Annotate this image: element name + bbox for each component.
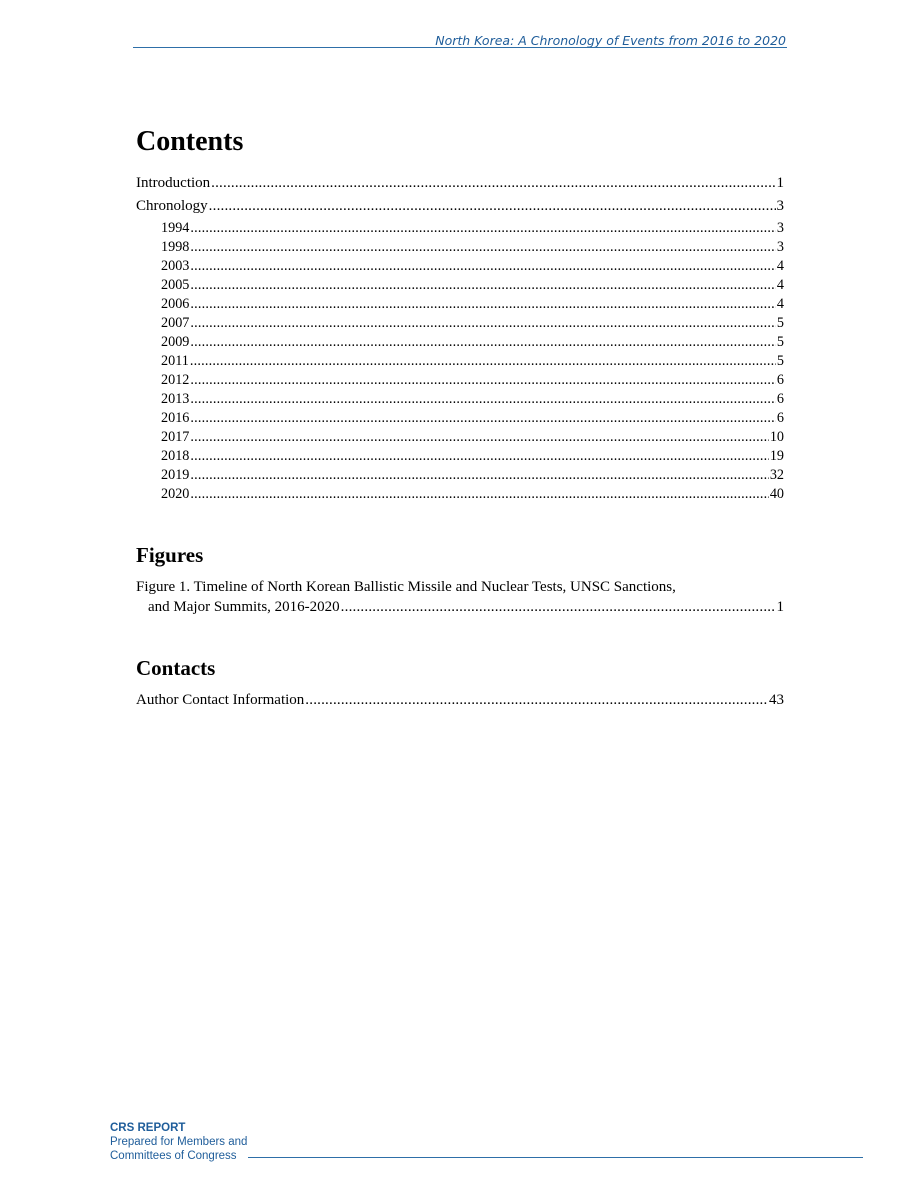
toc-subentry-2009[interactable] [161, 333, 784, 351]
toc-subentry-2018[interactable] [161, 447, 784, 465]
toc-entry-label: 2019 [161, 467, 190, 483]
dot-leader [190, 257, 776, 275]
toc-page-number: 1 [776, 599, 784, 615]
toc-entry-label: 2020 [161, 486, 190, 502]
toc-entry-label: 2018 [161, 448, 190, 464]
toc-entry-label: 2013 [161, 391, 190, 407]
toc-subentry-1998[interactable] [161, 238, 784, 256]
toc-entry-label: 2009 [161, 334, 190, 350]
toc-subentry-2016[interactable] [161, 409, 784, 427]
toc-entry-chronology[interactable] [136, 197, 784, 216]
contents-heading: Contents [136, 126, 244, 157]
toc-entry-label: Author Contact Information [136, 692, 305, 708]
figure-title-line-2-row [148, 598, 784, 617]
toc-page-number: 40 [769, 486, 784, 502]
crs-report-label: CRS REPORT [110, 1122, 186, 1134]
dot-leader [190, 238, 776, 256]
toc-subentry-1994[interactable] [161, 219, 784, 237]
footer-divider [248, 1157, 863, 1158]
toc-page-number: 3 [776, 239, 784, 255]
header-divider [133, 47, 787, 48]
dot-leader [190, 295, 776, 313]
toc-page-number: 6 [776, 372, 784, 388]
toc-entry-author-contact[interactable] [136, 691, 784, 710]
dot-leader [190, 447, 768, 465]
figure-title-line-2: and Major Summits, 2016-2020 [148, 599, 340, 615]
dot-leader [190, 428, 768, 446]
toc-entry-label: 2011 [161, 353, 189, 369]
toc-page-number: 6 [776, 391, 784, 407]
dot-leader [190, 485, 768, 503]
toc-page-number: 5 [776, 334, 784, 350]
figure-title-line-1: Figure 1. Timeline of North Korean Ballistic Missile and Nuclear Tests, UNSC Sanctions, [136, 579, 676, 595]
dot-leader [341, 598, 776, 617]
toc-page-number: 32 [769, 467, 784, 483]
toc-entry-label: 2005 [161, 277, 190, 293]
toc-entry-label: 2006 [161, 296, 190, 312]
dot-leader [190, 333, 776, 351]
dot-leader [190, 276, 776, 294]
toc-entry-label: 1998 [161, 239, 190, 255]
toc-subentry-2005[interactable] [161, 276, 784, 294]
contacts-heading: Contacts [136, 656, 216, 680]
toc-entry-label: Chronology [136, 198, 208, 214]
toc-entry-label: 2012 [161, 372, 190, 388]
toc-page-number: 5 [776, 315, 784, 331]
dot-leader [190, 314, 776, 332]
toc-subentry-2019[interactable] [161, 466, 784, 484]
toc-entry-label: 2007 [161, 315, 190, 331]
toc-page-number: 1 [776, 175, 784, 191]
toc-entry-label: Introduction [136, 175, 211, 191]
dot-leader [190, 219, 776, 237]
toc-subentry-2007[interactable] [161, 314, 784, 332]
toc-page-number: 3 [776, 198, 784, 214]
dot-leader [190, 371, 776, 389]
footer-prepared-line: Prepared for Members and [110, 1136, 248, 1148]
toc-page-number: 10 [769, 429, 784, 445]
toc-subentry-2020[interactable] [161, 485, 784, 503]
report-running-title: North Korea: A Chronology of Events from 2016 to 2020 [435, 33, 786, 48]
toc-entry-label: 2017 [161, 429, 190, 445]
toc-entry-label: 2003 [161, 258, 190, 274]
toc-subentry-2012[interactable] [161, 371, 784, 389]
toc-page-number: 43 [769, 692, 784, 708]
dot-leader [209, 197, 776, 216]
dot-leader [190, 352, 776, 370]
toc-page-number: 5 [776, 353, 784, 369]
toc-subentry-2003[interactable] [161, 257, 784, 275]
toc-page-number: 19 [769, 448, 784, 464]
toc-subentry-2006[interactable] [161, 295, 784, 313]
toc-page-number: 3 [776, 220, 784, 236]
toc-subentry-2011[interactable] [161, 352, 784, 370]
figures-heading: Figures [136, 543, 204, 567]
toc-page-number: 6 [776, 410, 784, 426]
dot-leader [190, 390, 776, 408]
toc-subentry-2017[interactable] [161, 428, 784, 446]
dot-leader [190, 409, 776, 427]
toc-page-number: 4 [776, 258, 784, 274]
dot-leader [305, 691, 768, 710]
toc-page-number: 4 [776, 277, 784, 293]
toc-entry-label: 1994 [161, 220, 190, 236]
dot-leader [190, 466, 768, 484]
toc-entry-introduction[interactable] [136, 174, 784, 193]
toc-subentry-2013[interactable] [161, 390, 784, 408]
toc-entry-label: 2016 [161, 410, 190, 426]
toc-page-number: 4 [776, 296, 784, 312]
dot-leader [211, 174, 775, 193]
footer-committees-line: Committees of Congress [110, 1150, 237, 1162]
